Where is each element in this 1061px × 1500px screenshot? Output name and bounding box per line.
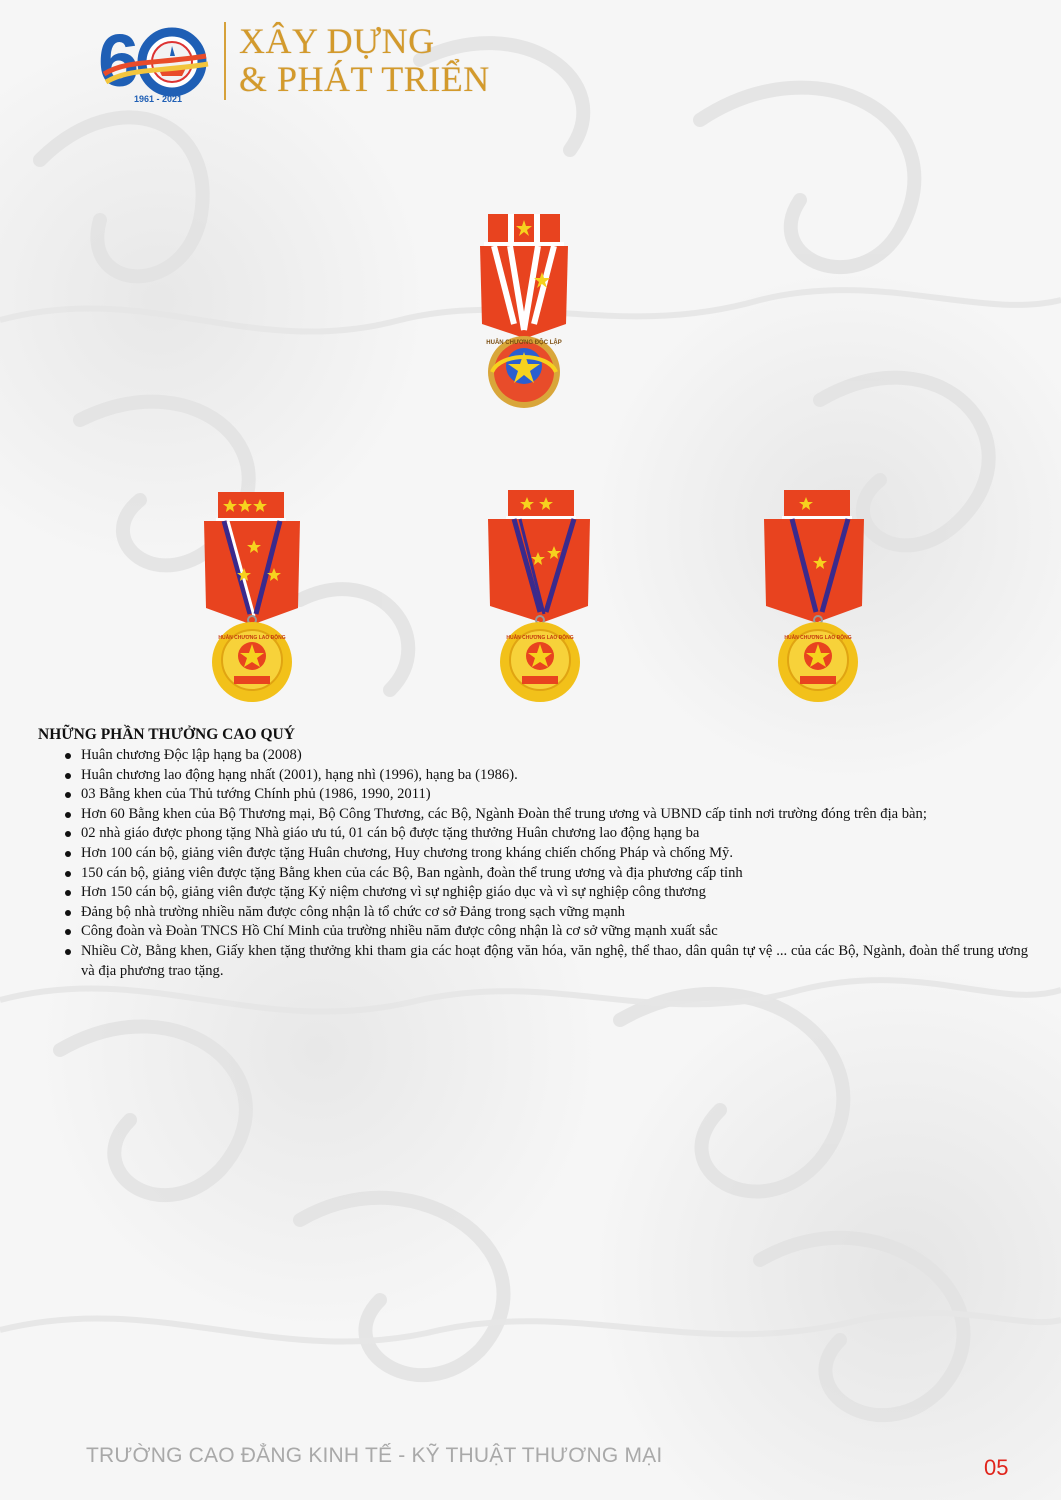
labor-medal-label-1: HUÂN CHƯƠNG LAO ĐỘNG	[218, 635, 286, 641]
bullet-icon	[65, 949, 71, 955]
bullet-icon	[65, 871, 71, 877]
list-item	[38, 864, 1028, 884]
list-item-text: 03 Bằng khen của Thủ tướng Chính phủ (1986, 1990, 2011)	[81, 786, 431, 803]
bullet-icon	[65, 812, 71, 818]
list-item-text: Công đoàn và Đoàn TNCS Hồ Chí Minh của trường nhiều năm được công nhận là cơ sở vững mạnh xuất sắc	[81, 923, 718, 940]
list-item-text: Hơn 100 cán bộ, giảng viên được tặng Huân chương, Huy chương trong kháng chiến chống Pháp và chống Mỹ.	[81, 844, 734, 861]
list-item	[38, 824, 1028, 844]
list-item-text: 02 nhà giáo được phong tặng Nhà giáo ưu tú, 01 cán bộ được tặng thưởng Huân chương lao động hạng ba	[81, 825, 700, 842]
independence-order-medal	[470, 212, 580, 408]
bullet-icon	[65, 753, 71, 759]
header-title	[239, 22, 490, 98]
independence-medal-label: HUÂN CHƯƠNG ĐỘC LẬP	[486, 340, 562, 346]
labor-medal-label-3: HUÂN CHƯƠNG LAO ĐỘNG	[784, 635, 852, 641]
header-title-line1: XÂY DỰNG	[239, 21, 435, 61]
svg-text:6: 6	[98, 20, 140, 102]
footer-school-name: TRƯỜNG CAO ĐẲNG KINH TẾ - KỸ THUẬT THƯƠNG MẠI	[86, 1444, 663, 1467]
labor-order-medal-third-class	[760, 490, 870, 704]
list-item-text: Huân chương lao động hạng nhất (2001), hạng nhì (1996), hạng ba (1986).	[81, 766, 518, 783]
awards-section	[38, 726, 1028, 981]
labor-medal-label-2: HUÂN CHƯƠNG LAO ĐỘNG	[506, 635, 574, 641]
list-item-text: 150 cán bộ, giảng viên được tặng Bằng khen của các Bộ, Ban ngành, đoàn thể trung ương và địa phương cấp tỉnh	[81, 864, 743, 881]
section-heading: NHỮNG PHẦN THƯỞNG CAO QUÝ	[38, 726, 295, 743]
list-item	[38, 746, 1028, 766]
bullet-icon	[65, 831, 71, 837]
labor-order-medal-first-class	[194, 492, 304, 706]
list-item	[38, 844, 1028, 864]
list-item-text: Nhiều Cờ, Bằng khen, Giấy khen tặng thưởng khi tham gia các hoạt động văn hóa, văn nghệ, thể thao, dân quân tự vệ ... của các Bộ, Ngành, đoàn thể trung ương và địa phương trao tặng.	[81, 942, 1028, 979]
header-title-line2: & PHÁT TRIỂN	[239, 59, 490, 99]
list-item	[38, 942, 1028, 981]
list-item	[38, 805, 1028, 825]
list-item-text: Hơn 150 cán bộ, giảng viên được tặng Kỷ niệm chương vì sự nghiệp giáo dục và vì sự nghiệp công thương	[81, 884, 706, 901]
bullet-icon	[65, 792, 71, 798]
labor-order-medal-second-class	[484, 490, 594, 704]
bullet-icon	[65, 773, 71, 779]
header-divider	[224, 22, 226, 100]
bullet-icon	[65, 929, 71, 935]
list-item	[38, 922, 1028, 942]
list-item	[38, 903, 1028, 923]
list-item-text: Hơn 60 Bằng khen của Bộ Thương mại, Bộ Công Thương, các Bộ, Ngành Đoàn thể trung ương và UBND cấp tỉnh nơi trường đóng trên địa bàn;	[81, 805, 927, 822]
page-number: 05	[984, 1455, 1009, 1480]
bullet-icon	[65, 890, 71, 896]
list-item-text: Huân chương Độc lập hạng ba (2008)	[81, 747, 302, 763]
logo-years: 1961 - 2021	[134, 94, 183, 104]
bullet-icon	[65, 910, 71, 916]
awards-list	[38, 746, 1028, 981]
bullet-icon	[65, 851, 71, 857]
list-item	[38, 785, 1028, 805]
list-item-text: Đảng bộ nhà trường nhiều năm được công nhận là tổ chức cơ sở Đảng trong sạch vững mạnh	[81, 903, 625, 920]
anniversary-60-logo	[96, 20, 216, 106]
list-item	[38, 766, 1028, 786]
list-item	[38, 883, 1028, 903]
